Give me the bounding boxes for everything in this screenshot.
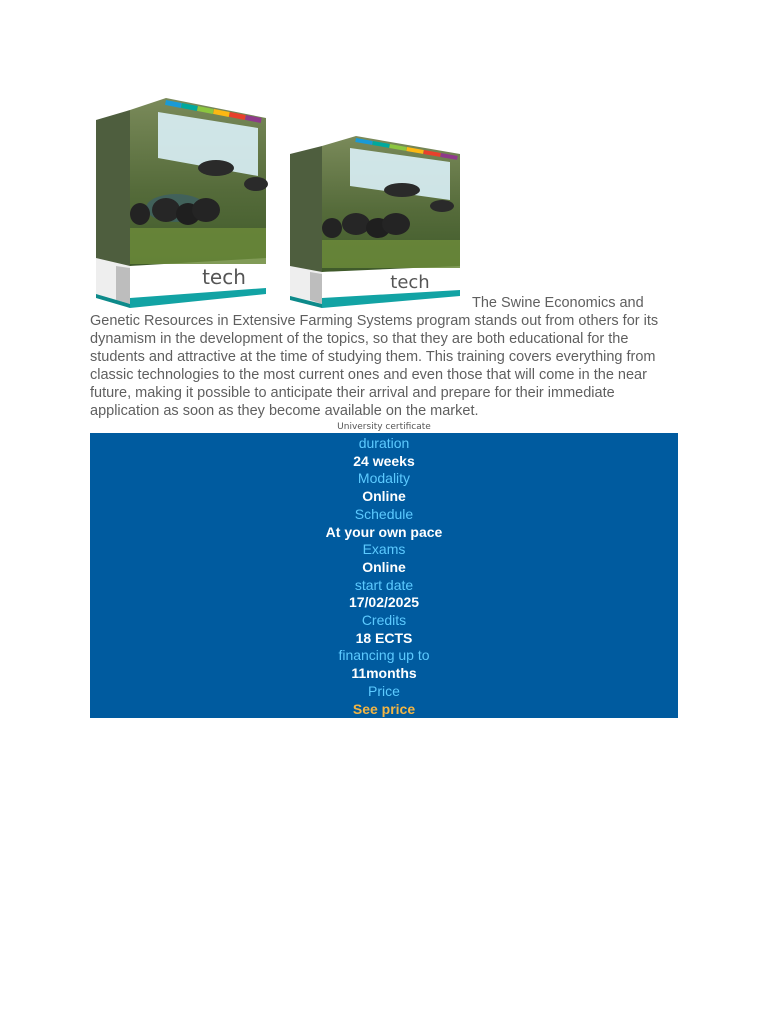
detail-value: 17/02/2025 [348, 594, 420, 611]
product-box-graphic-2 [290, 136, 466, 312]
program-details-panel [90, 433, 678, 718]
see-price-link[interactable]: See price [352, 700, 416, 717]
certificate-label: University certificate [337, 422, 431, 432]
product-box-image [96, 98, 280, 312]
intro-paragraph [90, 98, 678, 420]
main-content [90, 98, 678, 718]
brand-logo: tech [202, 265, 246, 289]
detail-label: duration [358, 435, 410, 451]
detail-value: Online [362, 558, 406, 575]
detail-label: Exams [362, 541, 406, 558]
detail-label: Price [368, 682, 400, 699]
detail-value: At your own pace [325, 523, 443, 540]
product-box-graphic [96, 98, 280, 312]
brand-logo-2: tech [390, 272, 430, 293]
detail-value: 18 ECTS [355, 629, 413, 646]
detail-label: Schedule [354, 505, 414, 522]
detail-label: Credits [361, 612, 407, 629]
detail-value: 24 weeks [353, 452, 415, 469]
intro-text: The Swine Economics and Genetic Resources in Extensive Farming Systems program stands out from others for its dynamism in the development of the topics, so that they are both educational for the students and attractive at the time of studying them. This training covers everything from classic technologies to the most current ones and even those that will come in the near future, making it possible to anticipate their arrival and prepare for their immediate application as soon as they become available on the market. [90, 295, 659, 419]
detail-label: start date [354, 576, 414, 593]
detail-value: 11months [351, 665, 417, 682]
product-box-image-2 [290, 136, 466, 312]
detail-value: Online [362, 488, 406, 505]
detail-label: Modality [357, 470, 411, 487]
detail-label: financing up to [338, 647, 430, 664]
